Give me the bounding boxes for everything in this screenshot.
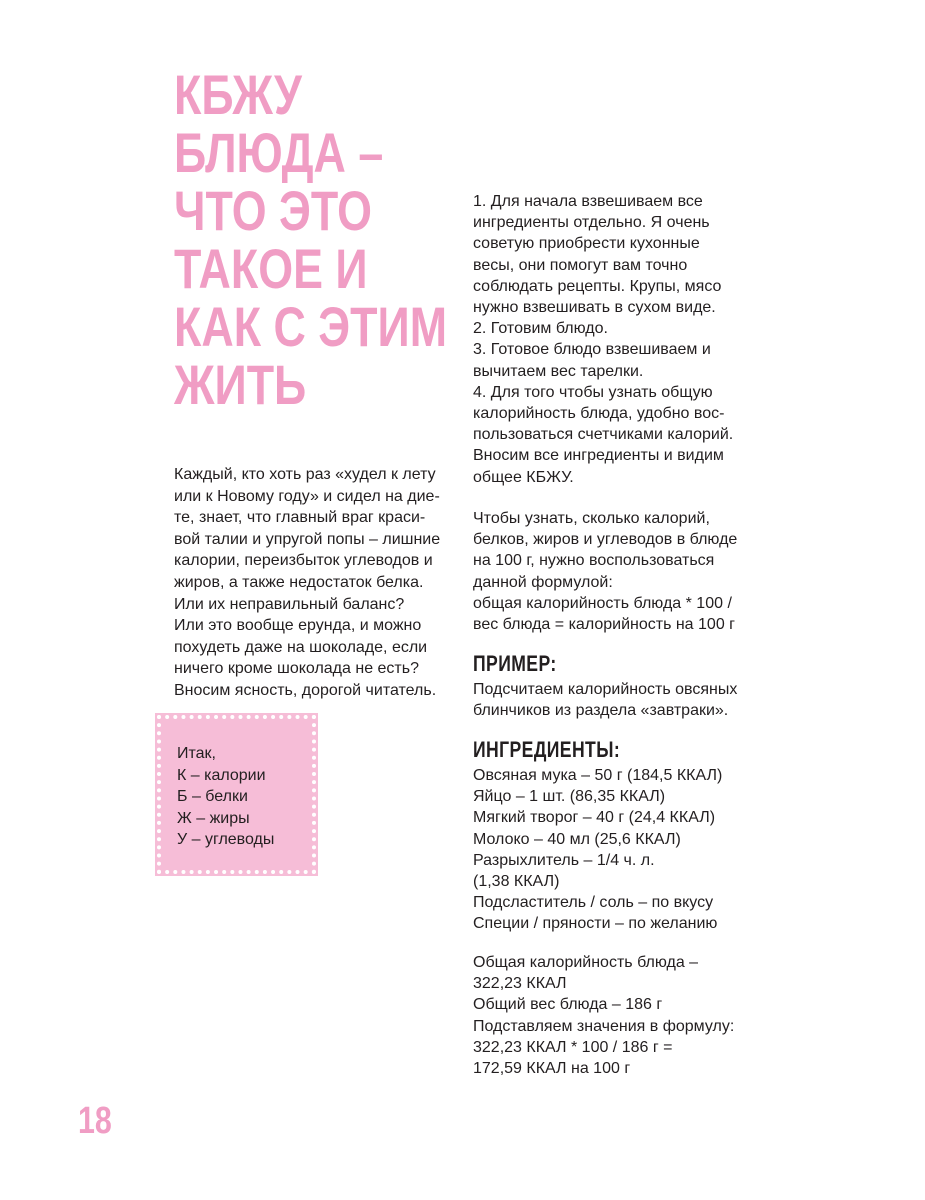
title-line: ЖИТЬ <box>174 353 307 416</box>
step-line: пользоваться счетчиками калорий. <box>473 426 734 444</box>
page-title <box>174 63 448 416</box>
ingredient-line: Специи / пряности – по желанию <box>473 915 718 933</box>
example-line: Подсчитаем калорийность овсяных <box>473 681 738 698</box>
ingredient-line: Мягкий творог – 40 г (24,4 ККАЛ) <box>473 809 716 827</box>
totals-line: Подставляем значения в формулу: <box>473 1017 735 1035</box>
formula-line: данной формулой: <box>473 573 613 591</box>
intro-line: похудеть даже на шоколаде, если <box>174 638 428 656</box>
page-number: 18 <box>78 1100 112 1142</box>
totals-line: 322,23 ККАЛ * 100 / 186 г = <box>473 1038 673 1056</box>
intro-line: ничего кроме шоколада не есть? <box>174 660 419 678</box>
intro-line: те, знает, что главный враг краси- <box>174 509 426 527</box>
legend-line: Итак, <box>177 745 216 762</box>
intro-line: Или это вообще ерунда, и можно <box>174 617 422 635</box>
totals-line: 322,23 ККАЛ <box>473 975 567 993</box>
totals-line: Общая калорийность блюда – <box>473 954 699 971</box>
example-section <box>473 651 737 721</box>
title-line: БЛЮДА – <box>174 121 384 184</box>
intro-line: жиров, а также недостаток белка. <box>174 573 424 591</box>
ingredient-line: Подсластитель / соль – по вкусу <box>473 894 714 912</box>
step-line: вычитаем вес тарелки. <box>473 362 644 380</box>
totals-line: 172,59 ККАЛ на 100 г <box>473 1060 631 1078</box>
formula-line: вес блюда = калорийность на 100 г <box>473 616 735 634</box>
legend-line: Ж – жиры <box>177 809 250 827</box>
intro-line: калории, переизбыток углеводов и <box>174 552 433 570</box>
title-line: КАК С ЭТИМ <box>174 295 448 358</box>
step-line: 2. Готовим блюдо. <box>473 320 608 338</box>
intro-line: Каждый, кто хоть раз «худел к лету <box>174 466 436 483</box>
step-line: соблюдать рецепты. Крупы, мясо <box>473 277 722 295</box>
step-line: 1. Для начала взвешиваем все <box>473 193 703 210</box>
intro-line: вой талии и упругой попы – лишние <box>174 530 441 548</box>
step-line: ингредиенты отдельно. Я очень <box>473 214 710 232</box>
step-line: весы, они помогут вам точно <box>473 256 688 274</box>
ingredient-line: (1,38 ККАЛ) <box>473 873 560 891</box>
ingredient-line: Овсяная мука – 50 г (184,5 ККАЛ) <box>473 767 723 784</box>
title-line: ЧТО ЭТО <box>174 179 372 242</box>
intro-line: Вносим ясность, дорогой читатель. <box>174 681 437 699</box>
step-line: 4. Для того чтобы узнать общую <box>473 383 713 401</box>
ingredients-section <box>473 737 722 935</box>
intro-line: или к Новому году» и сидел на дие- <box>174 487 440 505</box>
step-line: нужно взвешивать в сухом виде. <box>473 299 716 317</box>
intro-paragraph <box>174 464 474 702</box>
formula-paragraph <box>473 508 737 635</box>
steps-list <box>473 191 733 488</box>
step-line: общее КБЖУ. <box>473 468 574 486</box>
example-line: блинчиков из раздела «завтраки». <box>473 702 729 720</box>
formula-line: на 100 г, нужно воспользоваться <box>473 552 715 570</box>
step-line: советую приобрести кухонные <box>473 235 700 253</box>
formula-line: Чтобы узнать, сколько калорий, <box>473 510 710 527</box>
ingredient-line: Яйцо – 1 шт. (86,35 ККАЛ) <box>473 788 666 806</box>
title-line: КБЖУ <box>174 63 302 126</box>
totals-section <box>473 952 734 1079</box>
legend-line: Б – белки <box>177 788 248 805</box>
example-heading: ПРИМЕР: <box>473 651 557 676</box>
ingredients-heading: ИНГРЕДИЕНТЫ: <box>473 737 621 762</box>
formula-line: общая калорийность блюда * 100 / <box>473 594 732 612</box>
legend-line: К – калории <box>177 766 266 784</box>
title-line: ТАКОЕ И <box>174 237 368 300</box>
step-line: 3. Готовое блюдо взвешиваем и <box>473 341 711 359</box>
ingredient-line: Разрыхлитель – 1/4 ч. л. <box>473 851 655 869</box>
step-line: калорийность блюда, удобно вос- <box>473 405 725 423</box>
ingredient-line: Молоко – 40 мл (25,6 ККАЛ) <box>473 830 681 848</box>
intro-line: Или их неправильный баланс? <box>174 595 405 613</box>
formula-line: белков, жиров и углеводов в блюде <box>473 531 738 549</box>
legend-line: У – углеводы <box>177 831 275 848</box>
kbju-legend-stamp <box>157 715 316 874</box>
kbju-legend-text <box>177 743 274 851</box>
totals-line: Общий вес блюда – 186 г <box>473 996 663 1014</box>
step-line: Вносим все ингредиенты и видим <box>473 447 724 465</box>
